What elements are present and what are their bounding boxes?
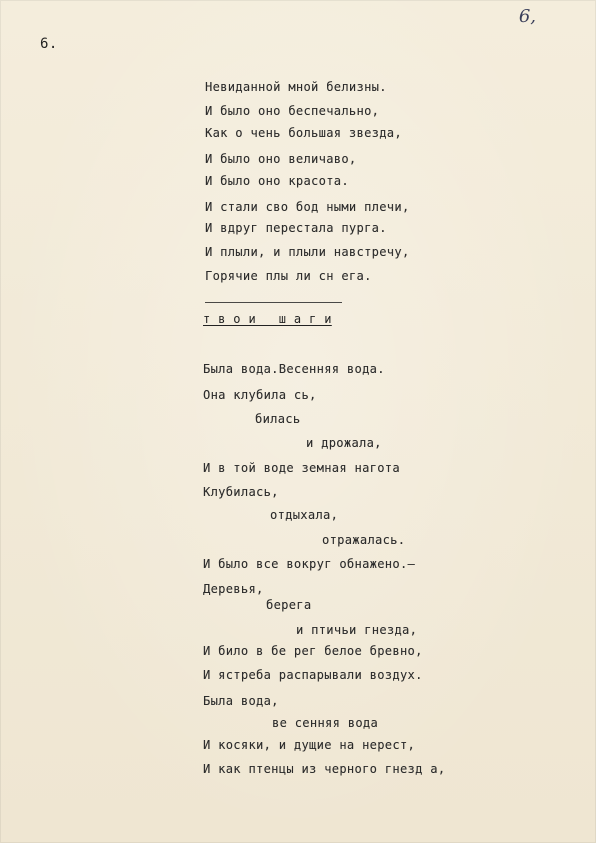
- poem-line: Клубилась,: [203, 485, 279, 499]
- poem-line: И как птенцы из черного гнезд а,: [203, 762, 446, 776]
- poem-line: И ястреба распарывали воздух.: [203, 668, 423, 682]
- poem-line: отдыхала,: [270, 508, 339, 522]
- poem-line: И стали сво бод ными плечи,: [205, 200, 410, 214]
- poem-line: И било в бе рег белое бревно,: [203, 644, 423, 658]
- poem-line: И плыли, и плыли навстречу,: [205, 245, 410, 259]
- poem-line: Была вода.Весенняя вода.: [203, 362, 385, 376]
- poem-line: И было оно беспечально,: [205, 104, 380, 118]
- poem-line: и птичьи гнезда,: [296, 623, 418, 637]
- poem-line: Деревья,: [203, 582, 264, 596]
- poem-line: Невиданной мной белизны.: [205, 80, 387, 94]
- poem-line: И вдруг перестала пурга.: [205, 221, 387, 235]
- poem-title: т в о и ш а г и: [203, 312, 332, 326]
- poem-line: билась: [255, 412, 301, 426]
- poem-line: берега: [266, 598, 312, 612]
- poem-line: И было оно величаво,: [205, 152, 357, 166]
- handwritten-page-number: 6,: [518, 6, 536, 27]
- poem-line: и дрожала,: [306, 436, 382, 450]
- poem-line: И в той воде земная нагота: [203, 461, 400, 475]
- poem-line: И было все вокруг обнажено.—: [203, 557, 416, 571]
- poem-line: И было оно красота.: [205, 174, 349, 188]
- poem-line: Она клубила сь,: [203, 388, 317, 402]
- poem-line: И косяки, и дущие на нерест,: [203, 738, 416, 752]
- poem-line: ве сенняя вода: [272, 716, 379, 730]
- section-divider: [205, 302, 342, 303]
- poem-line: Была вода,: [203, 694, 279, 708]
- poem-line: Горячие плы ли сн ега.: [205, 269, 372, 283]
- typed-page-number: 6.: [40, 36, 58, 52]
- poem-line: Как о чень большая звезда,: [205, 126, 402, 140]
- poem-line: отражалась.: [322, 533, 406, 547]
